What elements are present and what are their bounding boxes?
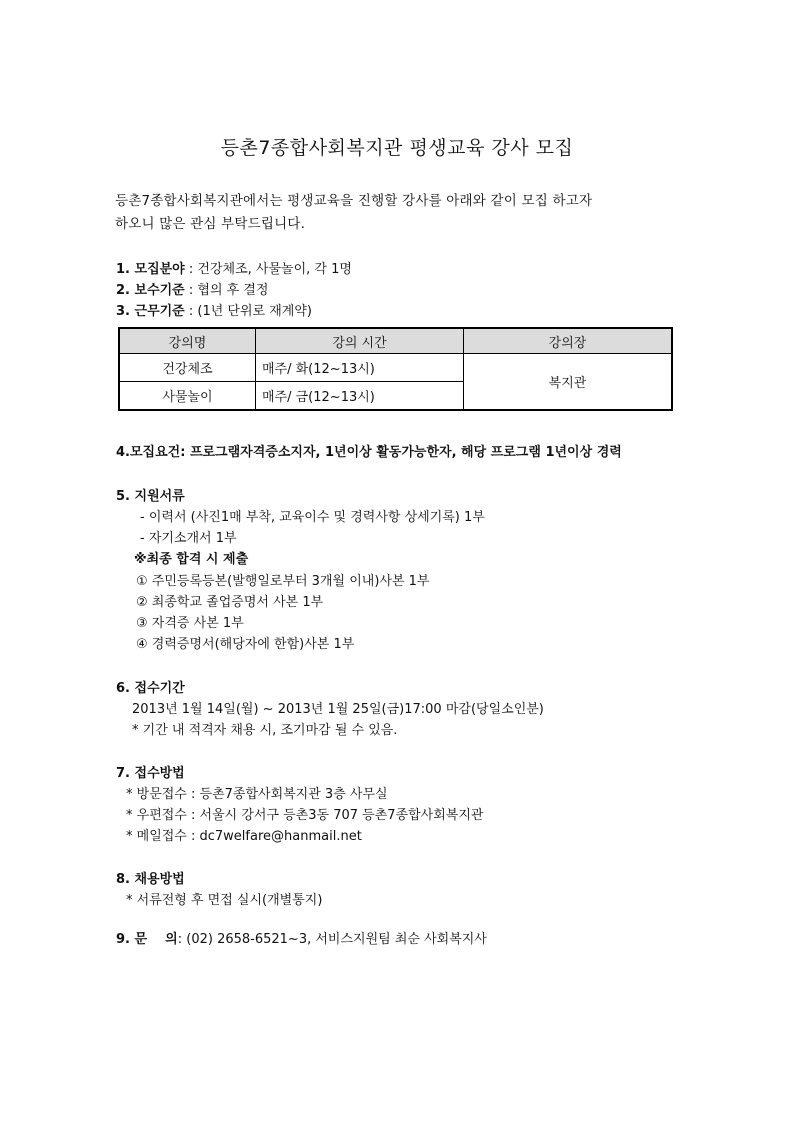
table-header-row bbox=[119, 328, 672, 354]
page-title: 등촌7종합사회복지관 평생교육 강사 모집 bbox=[220, 137, 574, 159]
document-item: - 이력서 (사진1매 부착, 교육이수 및 경력사항 상세기록) 1부 bbox=[140, 510, 485, 525]
cell-lecture-time: 매주/ 화(12~13시) bbox=[256, 354, 464, 382]
contact-label: 9. 문 의 bbox=[116, 932, 178, 947]
method-item: * 방문접수 : 등촌7종합사회복지관 3층 사무실 bbox=[126, 787, 388, 802]
section-method-heading: 7. 접수방법 bbox=[116, 766, 185, 781]
item-work bbox=[116, 300, 312, 319]
document-item: - 자기소개서 1부 bbox=[140, 531, 237, 546]
intro-line-1: 등촌7종합사회복지관에서는 평생교육을 진행할 강사를 아래와 같이 모집 하고자 bbox=[115, 193, 593, 209]
cell-lecture-time: 매주/ 금(12~13시) bbox=[256, 382, 464, 411]
header-lecture-name: 강의명 bbox=[119, 328, 256, 354]
item-recruit-field-text: : 건강체조, 사물놀이, 각 1명 bbox=[184, 262, 352, 277]
method-item: * 우편접수 : 서울시 강서구 등촌3동 707 등촌7종합사회복지관 bbox=[126, 808, 484, 823]
table-row bbox=[119, 354, 672, 382]
item-work-text: : (1년 단위로 재계약) bbox=[184, 304, 312, 319]
header-venue: 강의장 bbox=[464, 328, 673, 354]
final-submission-item: ① 주민등록등본(발행일로부터 3개월 이내)사본 1부 bbox=[136, 574, 430, 589]
cell-venue: 복지관 bbox=[464, 354, 673, 411]
item-pay-text: : 협의 후 결정 bbox=[184, 283, 269, 298]
section-hiring-heading: 8. 채용방법 bbox=[116, 872, 185, 887]
item-pay bbox=[116, 279, 268, 298]
requirements: 4.모집요건: 프로그램자격증소지자, 1년이상 활동가능한자, 해당 프로그램 1년이상 경력 bbox=[116, 445, 622, 460]
item-recruit-field bbox=[116, 258, 352, 277]
hiring-method: * 서류전형 후 면접 실시(개별통지) bbox=[126, 893, 323, 908]
application-period: 2013년 1월 14일(월) ~ 2013년 1월 25일(금)17:00 마감(당일소인분) bbox=[132, 702, 544, 717]
item-work-label: 3. 근무기준 bbox=[116, 304, 185, 319]
contact-text: : (02) 2658-6521~3, 서비스지원팀 최순 사회복지사 bbox=[177, 932, 487, 947]
section-period-heading: 6. 접수기간 bbox=[116, 681, 185, 696]
period-note: * 기간 내 적격자 채용 시, 조기마감 될 수 있음. bbox=[132, 723, 398, 738]
contact-line bbox=[116, 928, 487, 947]
cell-lecture-name: 건강체조 bbox=[119, 354, 256, 382]
final-submission-item: ④ 경력증명서(해당자에 한함)사본 1부 bbox=[136, 637, 355, 652]
final-submission-item: ③ 자격증 사본 1부 bbox=[136, 616, 244, 631]
cell-lecture-name: 사물놀이 bbox=[119, 382, 256, 411]
final-submission-item: ② 최종학교 졸업증명서 사본 1부 bbox=[136, 595, 324, 610]
lecture-table bbox=[118, 327, 673, 411]
section-documents-heading: 5. 지원서류 bbox=[116, 489, 185, 504]
item-pay-label: 2. 보수기준 bbox=[116, 283, 185, 298]
final-submission-heading: ※최종 합격 시 제출 bbox=[134, 552, 249, 567]
intro-line-2: 하오니 많은 관심 부탁드립니다. bbox=[115, 216, 306, 232]
header-lecture-time: 강의 시간 bbox=[256, 328, 464, 354]
method-item: * 메일접수 : dc7welfare@hanmail.net bbox=[126, 829, 362, 844]
item-recruit-field-label: 1. 모집분야 bbox=[116, 262, 185, 277]
